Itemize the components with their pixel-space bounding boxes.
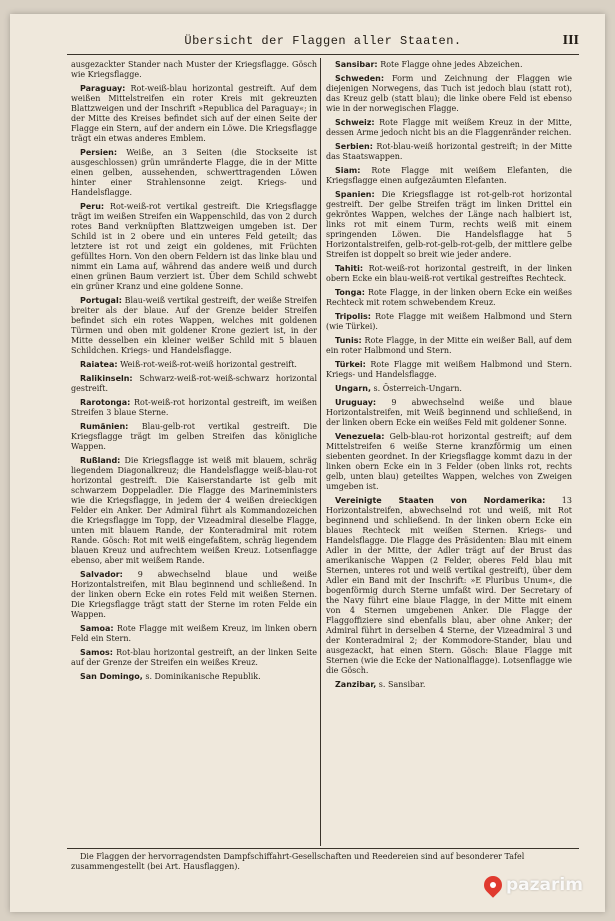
country-name: Venezuela:: [335, 432, 385, 441]
location-pin-icon: [480, 872, 505, 897]
flag-entry: [71, 296, 317, 356]
flag-description: Rote Flagge mit weißem Halbmond und Stern (wie Türkei).: [326, 312, 572, 331]
footer-rule: [67, 848, 579, 849]
flag-description: Weiß-rot-weiß-rot-weiß horizontal gestreift.: [120, 360, 297, 369]
country-name: Portugal:: [80, 296, 122, 305]
flag-description: Die Kriegsflagge ist rot-gelb-rot horizontal gestreift. Der gelbe Streifen trägt im linken Drittel ein gekröntes Wappen, welches der Länge nach halbiert ist, links rot mit einem Turm, rechts weiß mit einem springenden Löwen. Die Handelsflagge hat 5 Horizontalstreifen, gelb-rot-gelb-rot-gelb, der mittlere gelbe Streifen ist doppelt so breit wie jeder andere.: [326, 190, 572, 259]
country-name: Zanzibar,: [335, 680, 377, 689]
flag-entry: [326, 118, 572, 138]
flag-entry: [326, 190, 572, 260]
flag-description: s. Österreich-Ungarn.: [373, 384, 462, 393]
left-column: [71, 60, 317, 844]
flag-entry: [71, 202, 317, 292]
flag-entry: [326, 264, 572, 284]
flag-description: Rot-weiß-blau horizontal gestreift. Auf dem weißen Mittelstreifen ein roter Kreis mit gekreuzten Blattzweigen und der Inschrift »Republica del Paraguay«; in der Mitte des Kreises befindet sich auf der einen Seite der Flagge ein Stern, auf der andern ein Löwe. Die Kriegsflagge trägt ein etwas anderes Emblem.: [71, 84, 317, 143]
country-name: Samoa:: [80, 624, 114, 633]
flag-entry: [71, 624, 317, 644]
watermark-text: pazarim: [506, 875, 583, 895]
flag-description: Rot-blau horizontal gestreift, an der linken Seite auf der Grenze der Streifen ein weißes Kreuz.: [71, 648, 317, 667]
flag-entry: [71, 360, 317, 370]
country-name: Rarotonga:: [80, 398, 131, 407]
flag-entry: [326, 60, 572, 70]
flag-description: ausgezackter Stander nach Muster der Kriegsflagge. Gösch wie Kriegsflagge.: [71, 60, 317, 79]
country-name: Tunis:: [335, 336, 362, 345]
country-name: Samos:: [80, 648, 113, 657]
flag-description: Rote Flagge, in der linken obern Ecke ein weißes Rechteck mit rotem schwebendem Kreuz.: [326, 288, 572, 307]
watermark: [484, 874, 583, 896]
country-name: San Domingo,: [80, 672, 143, 681]
flag-description: Rot-weiß-rot vertikal gestreift. Die Kriegsflagge trägt im weißen Streifen ein Wappenschild, das von 2 durch rotes Band verknüpften Blattzweigen umgeben ist. Der Schild ist in 2 obere und ein unteres Feld geteilt; das letztere ist rot und zeigt ein goldenes, mit Früchten gefülltes Horn. Von den obern Feldern ist das linke blau und nimmt ein Lama auf, während das andere weiß und durch einen grünen Baum verziert ist. Über dem Schild schwebt ein grüner Kranz und eine goldene Sonne.: [71, 202, 317, 291]
country-name: Rumänien:: [80, 422, 129, 431]
flag-entry: [326, 166, 572, 186]
page-header: [67, 32, 579, 55]
footnote: Die Flaggen der hervorragendsten Dampfschiffahrt-Gesellschaften und Reedereien sind auf besonderer Tafel zusammengestellt (bei Art. Hausflaggen).: [71, 852, 525, 871]
country-name: Spanien:: [335, 190, 375, 199]
country-name: Tripolis:: [335, 312, 371, 321]
flag-description: 9 abwechselnd blaue und weiße Horizontalstreifen, mit Blau beginnend und schließend. In der linken obern Ecke ein rotes Feld mit weißen Sternen. Die Kriegsflagge trägt statt der Sterne im roten Felde ein Wappen.: [71, 570, 317, 619]
flag-description: Rote Flagge mit weißem Elefanten, die Kriegsflagge einen aufgezäumten Elefanten.: [326, 166, 572, 185]
country-name: Tonga:: [335, 288, 365, 297]
flag-description: 13 Horizontalstreifen, abwechselnd rot und weiß, mit Rot beginnend und schließend. In der linken obern Ecke ein blaues Rechteck mit weißen Sternen. Kriegs- und Handelsflagge. Die Flagge des Präsidenten: Blau mit einem Adler in der Mitte, der Adler trägt auf der Brust das amerikanische Wappen (2 Felder, oberes Feld blau mit Sternen, unteres rot und weiß vertikal gestreift), über dem Adler ein Band mit der Inschrift: »E Pluribus Unum«, die bogenförmig durch Sterne umfaßt wird. Der Secretary of the Navy führt eine blaue Flagge, in der Mitte mit einem von 4 Sternen umgebenen Anker. Die Flagge der Flaggoffiziere sind ebenfalls blau, aber ohne Anker; der Admiral führt in derselben 4 Sterne, der Vizeadmiral 3 und der Konteradmiral 2; der Kommodore-Stander, blau und ausgezackt, hat einen Stern. Gösch: Blaue Flagge mit Sternen (wie die Ecke der Nationalflagge). Lotsenflagge wie die Gösch.: [326, 496, 572, 675]
column-divider: [320, 58, 321, 846]
country-name: Rußland:: [80, 456, 121, 465]
flag-entry: [326, 74, 572, 114]
country-name: Peru:: [80, 202, 105, 211]
flag-description: s. Dominikanische Republik.: [145, 672, 261, 681]
flag-description: Rote Flagge mit weißem Kreuz in der Mitte, dessen Arme jedoch nicht bis an die Flaggenränder reichen.: [326, 118, 572, 137]
page-number: III: [562, 33, 579, 48]
flag-description: Die Kriegsflagge ist weiß mit blauem, schräg liegendem Diagonalkreuz; die Handelsflagge weiß-blau-rot horizontal gestreift. Die Kaiserstandarte ist gelb mit schwarzem Doppeladler. Die Flagge des Marineministers wie die Kriegsflagge, in jedem der 4 weißen dreieckigen Felder ein Anker. Der Admiral führt als Kommandozeichen die Kriegsflagge im Topp, der Vizeadmiral dieselbe Flagge, unten mit blauem Rande, der Konteradmiral mit rotem Rande. Gösch: Rot mit weiß eingefaßtem, schräg liegendem blauen Kreuz und aufrechtem weißen Kreuz. Lotsenflagge ebenso, aber mit weißem Rande.: [71, 456, 317, 565]
flag-description: Rote Flagge mit weißem Halbmond und Stern. Kriegs- und Handelsflagge.: [326, 360, 572, 379]
flag-entry: [71, 422, 317, 452]
country-name: Tahiti:: [335, 264, 364, 273]
flag-entry: [326, 312, 572, 332]
country-name: Serbien:: [335, 142, 373, 151]
flag-entry: [71, 398, 317, 418]
flag-description: Gelb-blau-rot horizontal gestreift; auf dem Mittelstreifen 6 weiße Sterne kranzförmig um einen siebenten geordnet. In der Kriegsflagge kommt dazu in der linken obern Ecke ein in 3 Felder (oben links rot, rechts gelb, unten blau) geteiltes Wappen, welches von Zweigen umgeben ist.: [326, 432, 572, 491]
country-name: Paraguay:: [80, 84, 126, 93]
flag-description: Rote Flagge, in der Mitte ein weißer Ball, auf dem ein roter Halbmond und Stern.: [326, 336, 572, 355]
flag-description: Rote Flagge mit weißem Kreuz, im linken obern Feld ein Stern.: [71, 624, 317, 643]
flag-description: s. Sansibar.: [378, 680, 426, 689]
country-name: Sansibar:: [335, 60, 378, 69]
flag-entry: [326, 384, 572, 394]
flag-entry: [71, 374, 317, 394]
country-name: Uruguay:: [335, 398, 377, 407]
flag-entry: [71, 60, 317, 80]
flag-description: Rot-weiß-rot horizontal gestreift, im weißen Streifen 3 blaue Sterne.: [71, 398, 317, 417]
flag-entry: [326, 288, 572, 308]
book-page: [10, 14, 605, 912]
flag-description: Rot-weiß-rot horizontal gestreift, in der linken obern Ecke ein blau-weiß-rot vertikal gestreiftes Rechteck.: [326, 264, 572, 283]
flag-description: 9 abwechselnd weiße und blaue Horizontalstreifen, mit Weiß beginnend und schließend, in der linken obern Ecke ein weißes Feld mit goldener Sonne.: [326, 398, 572, 427]
country-name: Schweiz:: [335, 118, 375, 127]
flag-entry: [71, 84, 317, 144]
country-name: Schweden:: [335, 74, 385, 83]
country-name: Raiatea:: [80, 360, 118, 369]
flag-entry: [326, 336, 572, 356]
flag-description: Rot-blau-weiß horizontal gestreift; in der Mitte das Staatswappen.: [326, 142, 572, 161]
right-column: [326, 60, 572, 844]
country-name: Ralikinseln:: [80, 374, 133, 383]
flag-description: Form und Zeichnung der Flaggen wie diejenigen Norwegens, das Tuch ist jedoch blau (statt rot), das Kreuz gelb (statt blau); die linke obere Feld ist ebenso wie in der norwegischen Flagge.: [326, 74, 572, 113]
page-title: Übersicht der Flaggen aller Staaten.: [184, 34, 462, 48]
flag-entry: [326, 496, 572, 676]
flag-entry: [326, 142, 572, 162]
flag-entry: [71, 672, 317, 682]
flag-entry: [326, 680, 572, 690]
country-name: Siam:: [335, 166, 361, 175]
flag-description: Weiße, an 3 Seiten (die Stockseite ist ausgeschlossen) grün umränderte Flagge, die in der Mitte einen gelben, aussehenden, schwerttragenden Löwen hinter einer Strahlensonne zeigt. Kriegs- und Handelsflagge.: [71, 148, 317, 197]
country-name: Salvador:: [80, 570, 123, 579]
flag-entry: [71, 456, 317, 566]
flag-entry: [326, 360, 572, 380]
flag-description: Blau-weiß vertikal gestreift, der weiße Streifen breiter als der blaue. Auf der Grenze beider Streifen befindet sich ein rotes Wappen, welches mit goldenen Türmen und oben mit goldener Krone geziert ist, in der Mitte desselben ein kleiner weißer Schild mit 5 blauen Schildchen. Kriegs- und Handelsflagge.: [71, 296, 317, 355]
country-name: Vereinigte Staaten von Nordamerika:: [335, 496, 546, 505]
country-name: Türkei:: [335, 360, 366, 369]
flag-entry: [326, 432, 572, 492]
flag-description: Rote Flagge ohne jedes Abzeichen.: [380, 60, 523, 69]
flag-entry: [71, 148, 317, 198]
flag-entry: [71, 570, 317, 620]
country-name: Ungarn,: [335, 384, 371, 393]
flag-description: Blau-gelb-rot vertikal gestreift. Die Kriegsflagge trägt im gelben Streifen das königliche Wappen.: [71, 422, 317, 451]
flag-description: Schwarz-weiß-rot-weiß-schwarz horizontal gestreift.: [71, 374, 317, 393]
flag-entry: [326, 398, 572, 428]
flag-entry: [71, 648, 317, 668]
country-name: Persien:: [80, 148, 118, 157]
